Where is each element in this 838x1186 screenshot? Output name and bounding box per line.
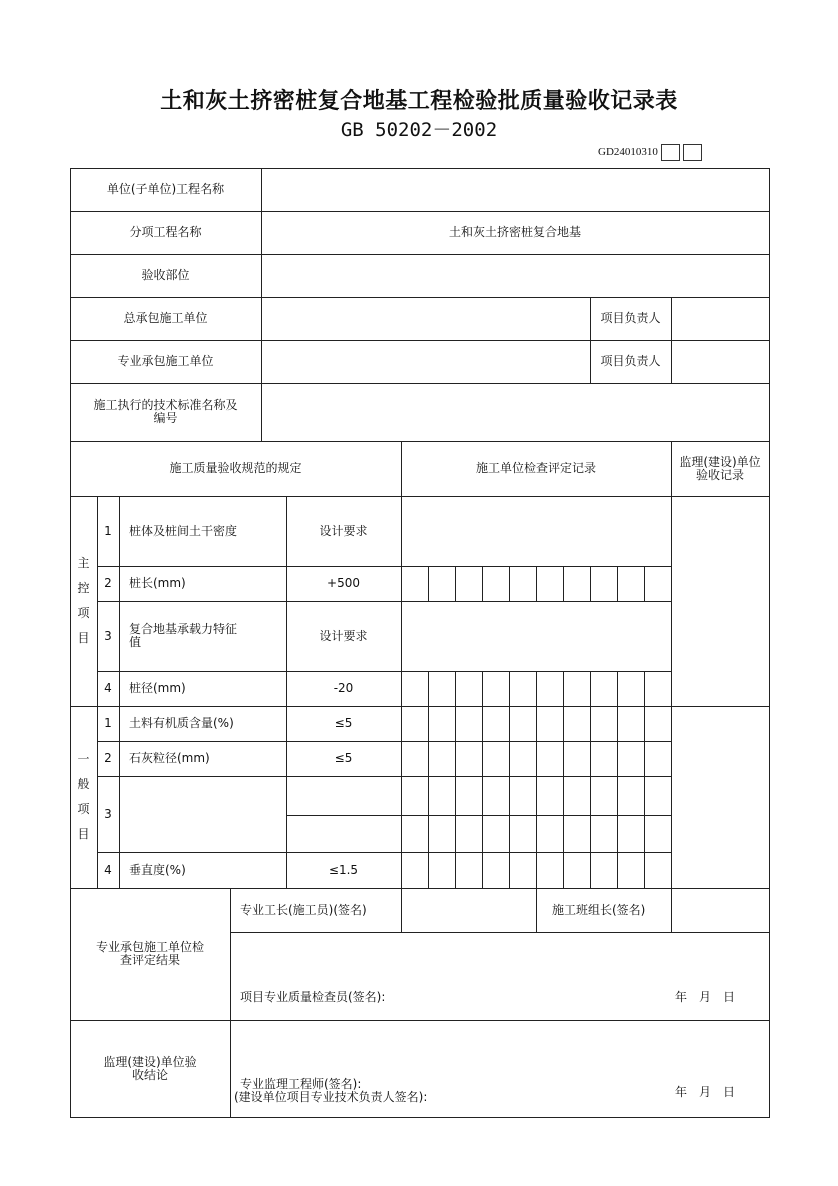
check-point-cell[interactable] <box>536 815 564 853</box>
check-point-cell[interactable] <box>563 815 591 853</box>
general-supervisor-record[interactable] <box>671 706 770 889</box>
check-point-cell[interactable] <box>617 741 645 777</box>
check-point-cell[interactable] <box>590 741 618 777</box>
project-manager-field-2[interactable] <box>671 340 770 384</box>
group-char: 项 <box>77 606 90 620</box>
check-point-cell[interactable] <box>536 706 564 742</box>
check-point-cell[interactable] <box>590 776 618 816</box>
check-point-cell[interactable] <box>563 776 591 816</box>
check-point-cell[interactable] <box>428 776 456 816</box>
check-point-cell[interactable] <box>428 566 456 602</box>
check-point-cell[interactable] <box>455 852 483 889</box>
team-leader-label: 施工班组长(签名) <box>536 888 672 933</box>
item-name: 土料有机质含量(%) <box>119 706 287 742</box>
check-point-cell[interactable] <box>536 741 564 777</box>
check-point-cell[interactable] <box>644 815 672 853</box>
group-char: 目 <box>77 827 90 841</box>
foreman-signature-field[interactable] <box>401 888 537 933</box>
supervisor-conclusion-label: 监理(建设)单位验收结论 <box>70 1020 231 1118</box>
group-char: 般 <box>77 777 90 791</box>
check-point-cell[interactable] <box>428 852 456 889</box>
check-point-cell[interactable] <box>482 741 510 777</box>
check-point-cell[interactable] <box>590 566 618 602</box>
form-code <box>598 143 702 161</box>
check-point-cell[interactable] <box>482 776 510 816</box>
general-group-label <box>70 706 98 889</box>
item-number: 4 <box>97 671 120 707</box>
group-char: 主 <box>77 556 90 570</box>
main-control-supervisor-record[interactable] <box>671 496 770 707</box>
check-point-cell[interactable] <box>401 815 429 853</box>
item-name: 桩径(mm) <box>119 671 287 707</box>
check-point-cell[interactable] <box>590 815 618 853</box>
item-name: 石灰粒径(mm) <box>119 741 287 777</box>
check-point-cell[interactable] <box>482 706 510 742</box>
check-point-cell[interactable] <box>563 741 591 777</box>
check-point-cell[interactable] <box>617 815 645 853</box>
check-point-cell[interactable] <box>509 776 537 816</box>
sub-item-field[interactable]: 土和灰土挤密桩复合地基 <box>261 211 770 255</box>
check-point-cell[interactable] <box>428 671 456 707</box>
item-name <box>119 776 287 853</box>
item-requirement: 设计要求 <box>286 496 402 567</box>
check-point-cell[interactable] <box>401 566 429 602</box>
check-point-cell[interactable] <box>644 776 672 816</box>
form-title: 土和灰土挤密桩复合地基工程检验批质量验收记录表 <box>160 89 678 114</box>
check-point-cell[interactable] <box>401 741 429 777</box>
project-manager-label-1: 项目负责人 <box>590 297 672 341</box>
form-code-text: GD24010310 <box>598 146 658 158</box>
check-point-cell[interactable] <box>644 741 672 777</box>
item-requirement: ≤5 <box>286 706 402 742</box>
check-point-cell[interactable] <box>482 566 510 602</box>
item-requirement <box>286 776 402 816</box>
main-control-group-label <box>70 496 98 707</box>
check-point-cell[interactable] <box>509 671 537 707</box>
item-number: 2 <box>97 566 120 602</box>
project-manager-label-2: 项目负责人 <box>590 340 672 384</box>
team-leader-signature-field[interactable] <box>671 888 770 933</box>
check-point-cell[interactable] <box>590 671 618 707</box>
check-point-cell[interactable] <box>644 671 672 707</box>
unit-project-field[interactable] <box>261 168 770 212</box>
check-point-cell[interactable] <box>644 706 672 742</box>
item-number: 1 <box>97 496 120 567</box>
check-point-cell[interactable] <box>455 741 483 777</box>
item-requirement: +500 <box>286 566 402 602</box>
check-point-cell[interactable] <box>509 566 537 602</box>
group-char: 目 <box>77 631 90 645</box>
contractor-result-label: 专业承包施工单位检查评定结果 <box>70 888 231 1021</box>
check-point-cell[interactable] <box>563 706 591 742</box>
acceptance-part-label: 验收部位 <box>70 254 262 298</box>
check-point-cell[interactable] <box>455 815 483 853</box>
unit-project-label: 单位(子单位)工程名称 <box>70 168 262 212</box>
check-point-cell[interactable] <box>401 776 429 816</box>
check-point-cell[interactable] <box>401 671 429 707</box>
contractor-record-header: 施工单位检查评定记录 <box>401 441 672 497</box>
check-point-cell[interactable] <box>563 852 591 889</box>
foreman-label: 专业工长(施工员)(签名) <box>230 888 402 933</box>
check-point-cell[interactable] <box>509 815 537 853</box>
tech-standard-label: 施工执行的技术标准名称及编号 <box>70 383 262 442</box>
check-point-cell[interactable] <box>536 852 564 889</box>
check-point-cell[interactable] <box>617 566 645 602</box>
owner-signature-label: (建设单位项目专业技术负责人签名): <box>234 1090 428 1104</box>
item-requirement-sub <box>286 815 402 853</box>
check-point-cell[interactable] <box>644 566 672 602</box>
item-number: 1 <box>97 706 120 742</box>
check-point-cell[interactable] <box>482 671 510 707</box>
inspector-signature-label: 项目专业质量检查员(签名): <box>240 990 386 1004</box>
check-point-cell[interactable] <box>617 706 645 742</box>
check-point-cell[interactable] <box>482 852 510 889</box>
item-record-field[interactable] <box>401 496 672 567</box>
item-number: 3 <box>97 601 120 672</box>
check-point-cell[interactable] <box>482 815 510 853</box>
check-point-cell[interactable] <box>644 852 672 889</box>
check-point-cell[interactable] <box>617 852 645 889</box>
check-point-cell[interactable] <box>536 566 564 602</box>
check-point-cell[interactable] <box>428 706 456 742</box>
check-point-cell[interactable] <box>509 706 537 742</box>
check-point-cell[interactable] <box>455 566 483 602</box>
check-point-cell[interactable] <box>455 776 483 816</box>
group-char: 控 <box>77 581 90 595</box>
item-name: 桩体及桩间土干密度 <box>119 496 287 567</box>
item-number: 4 <box>97 852 120 889</box>
form-code-box-1[interactable] <box>661 144 680 161</box>
item-name: 复合地基承载力特征值 <box>119 601 287 672</box>
item-requirement: ≤5 <box>286 741 402 777</box>
spec-header: 施工质量验收规范的规定 <box>70 441 402 497</box>
general-contractor-label: 总承包施工单位 <box>70 297 262 341</box>
item-requirement: ≤1.5 <box>286 852 402 889</box>
item-requirement: -20 <box>286 671 402 707</box>
item-requirement: 设计要求 <box>286 601 402 672</box>
special-contractor-label: 专业承包施工单位 <box>70 340 262 384</box>
supervisor-record-header: 监理(建设)单位验收记录 <box>671 441 770 497</box>
check-point-cell[interactable] <box>617 671 645 707</box>
check-point-cell[interactable] <box>536 671 564 707</box>
acceptance-part-field[interactable] <box>261 254 770 298</box>
check-point-cell[interactable] <box>536 776 564 816</box>
group-char: 项 <box>77 802 90 816</box>
item-name: 垂直度(%) <box>119 852 287 889</box>
engineer-signature-label: 专业监理工程师(签名): <box>240 1077 362 1091</box>
check-point-cell[interactable] <box>455 706 483 742</box>
check-point-cell[interactable] <box>455 671 483 707</box>
check-point-cell[interactable] <box>401 852 429 889</box>
contractor-result-field[interactable] <box>230 932 770 1021</box>
check-point-cell[interactable] <box>509 741 537 777</box>
general-contractor-field[interactable] <box>261 297 591 341</box>
project-manager-field-1[interactable] <box>671 297 770 341</box>
check-point-cell[interactable] <box>590 706 618 742</box>
group-char: 一 <box>77 752 90 766</box>
check-point-cell[interactable] <box>617 776 645 816</box>
form-code-box-2[interactable] <box>683 144 702 161</box>
item-name: 桩长(mm) <box>119 566 287 602</box>
check-point-cell[interactable] <box>590 852 618 889</box>
standard-code: GB 50202－2002 <box>340 119 498 141</box>
check-point-cell[interactable] <box>563 671 591 707</box>
sub-item-label: 分项工程名称 <box>70 211 262 255</box>
special-contractor-field[interactable] <box>261 340 591 384</box>
check-point-cell[interactable] <box>428 741 456 777</box>
item-number: 3 <box>97 776 120 853</box>
item-record-field[interactable] <box>401 601 672 672</box>
check-point-cell[interactable] <box>401 706 429 742</box>
check-point-cell[interactable] <box>563 566 591 602</box>
item-number: 2 <box>97 741 120 777</box>
supervisor-date: 年 月 日 <box>675 1085 736 1099</box>
tech-standard-field[interactable] <box>261 383 770 442</box>
inspector-date: 年 月 日 <box>675 990 736 1004</box>
check-point-cell[interactable] <box>428 815 456 853</box>
check-point-cell[interactable] <box>509 852 537 889</box>
